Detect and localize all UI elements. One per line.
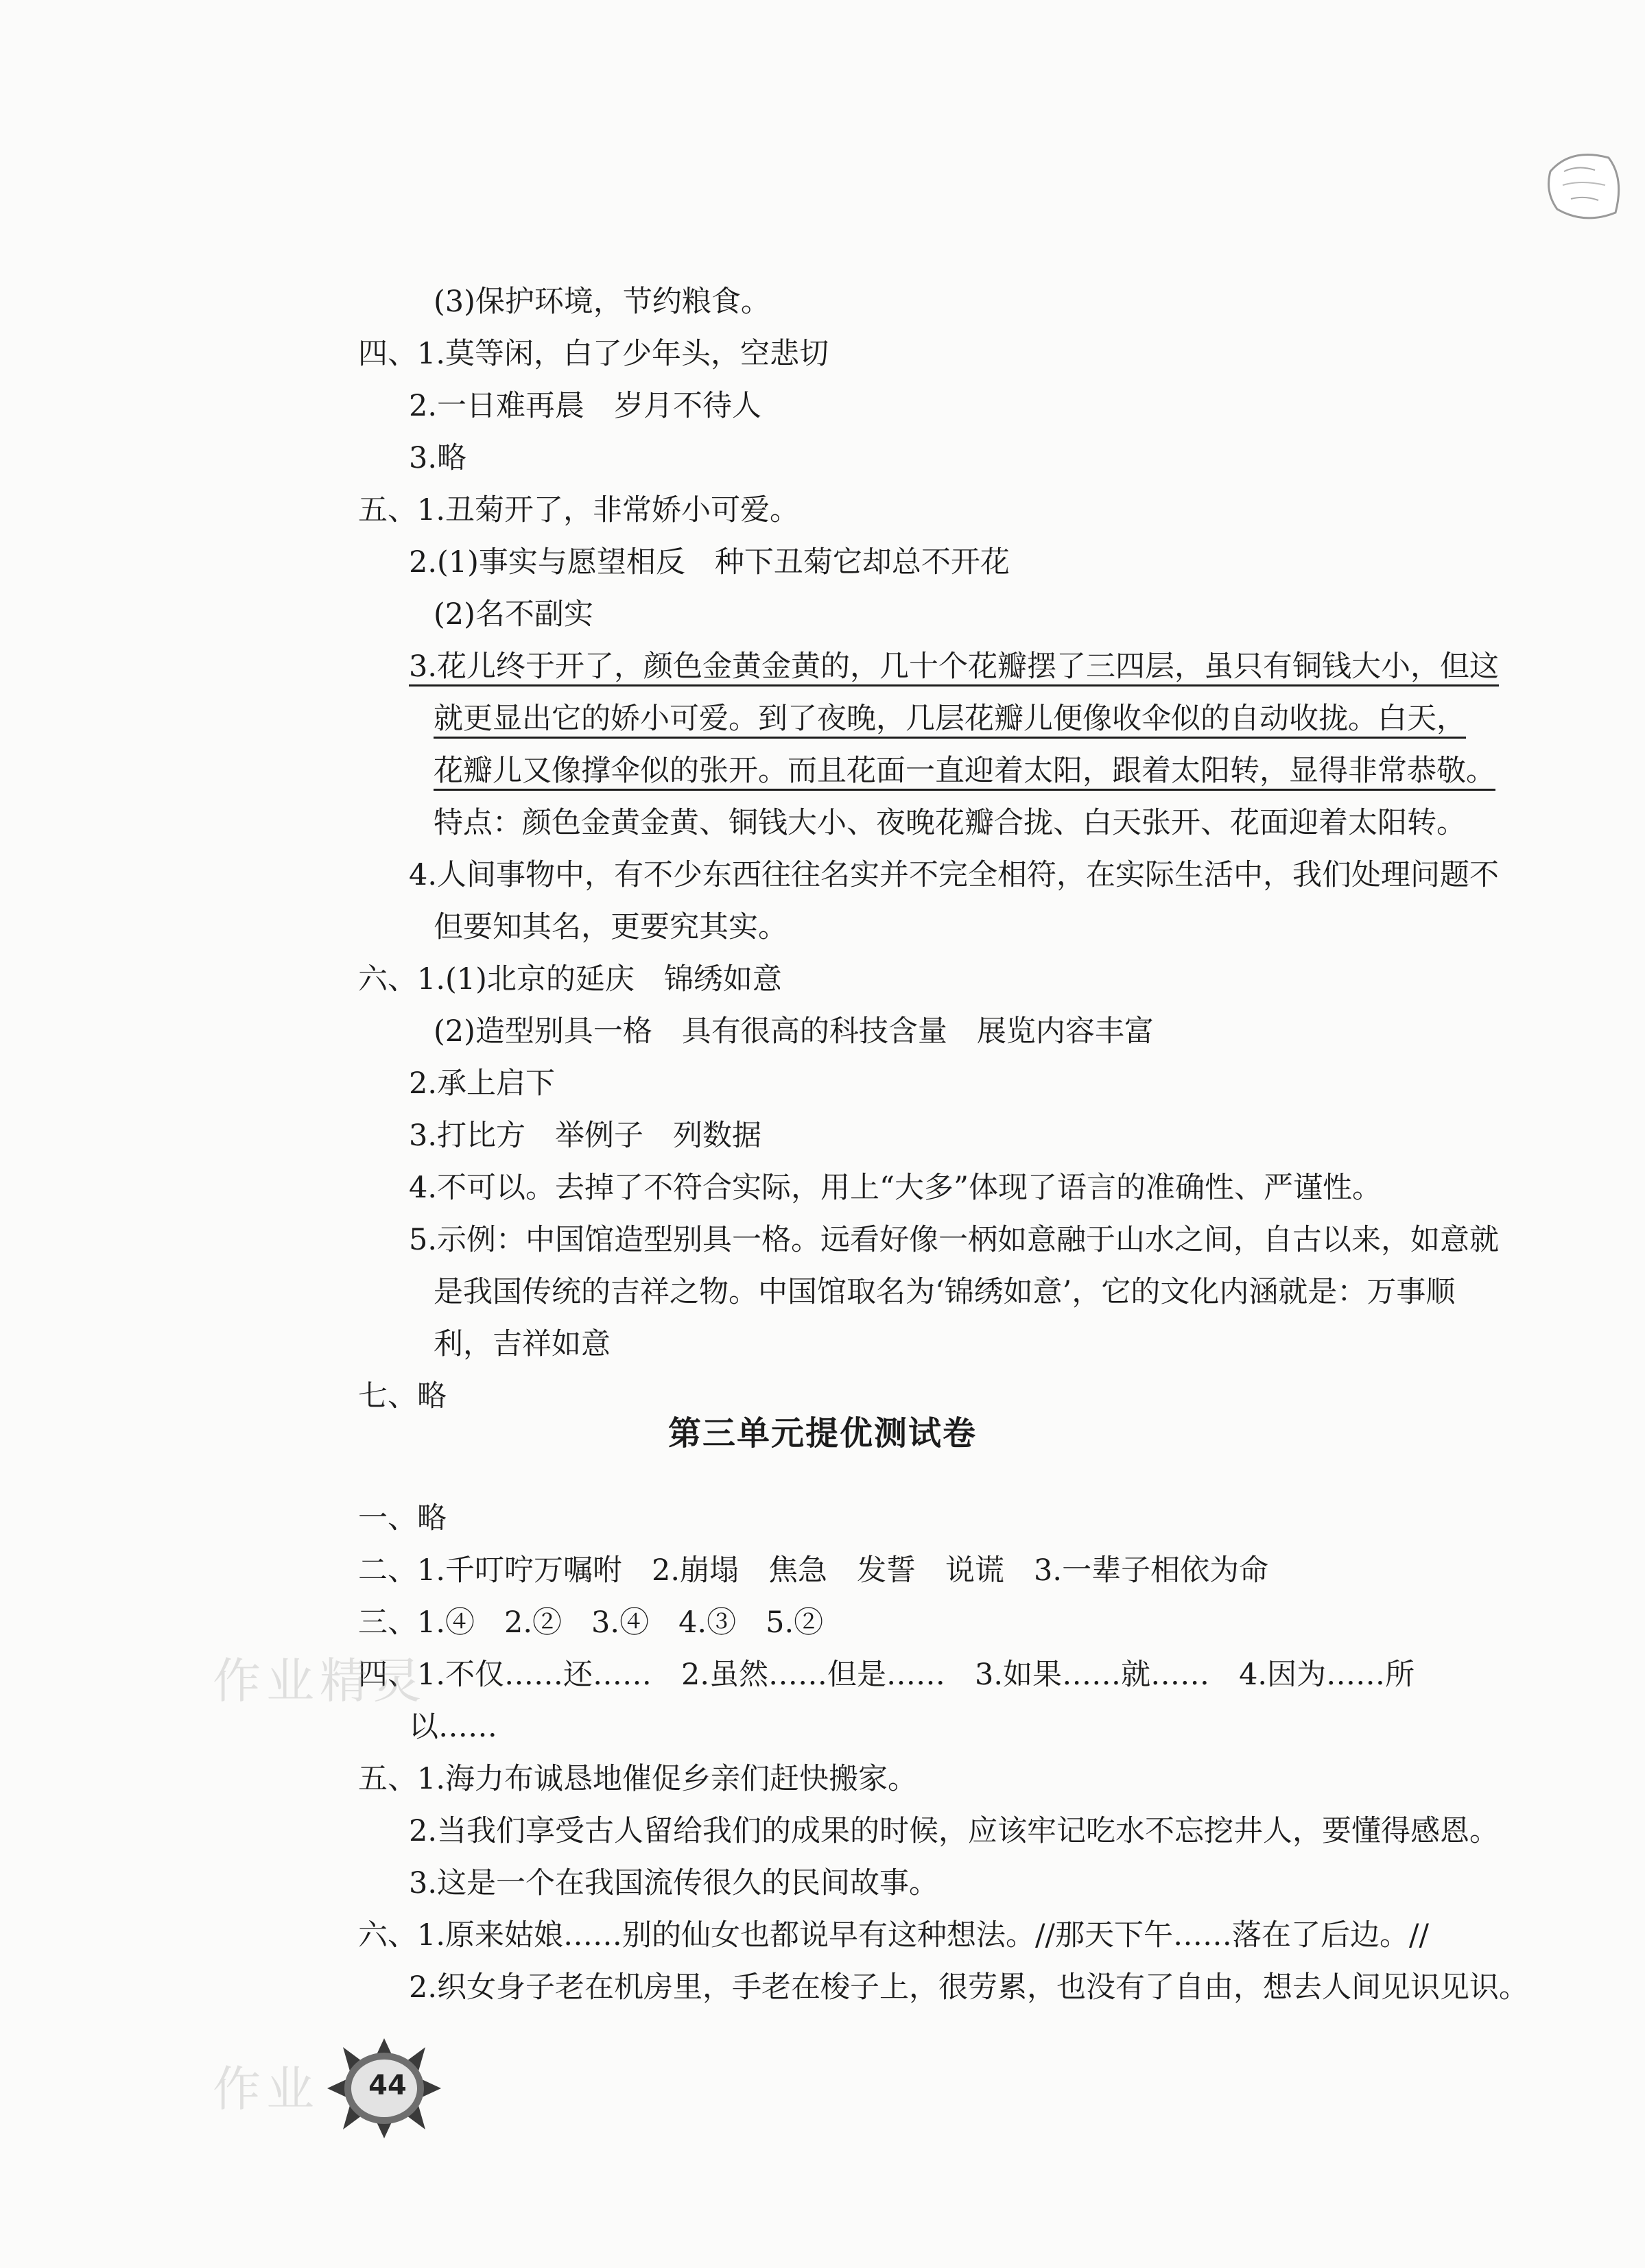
text-line: 五、1.海力布诚恳地催促乡亲们赶快搬家。 (358, 1762, 918, 1796)
text-line: 利，吉祥如意 (434, 1327, 611, 1361)
text-line: 一、略 (358, 1501, 447, 1536)
text-line: 3.这是一个在我国流传很久的民间故事。 (409, 1866, 939, 1900)
text-line: 是我国传统的吉祥之物。中国馆取名为‘锦绣如意’，它的文化内涵就是：万事顺 (434, 1275, 1456, 1309)
text-line: 六、1.(1)北京的延庆 锦绣如意 (358, 962, 782, 996)
section-title: 第三单元提优测试卷 (667, 1414, 977, 1453)
text-line: 3.略 (409, 441, 467, 475)
text-line: 特点：颜色金黄金黄、铜钱大小、夜晚花瓣合拢、白天张开、花面迎着太阳转。 (434, 806, 1466, 840)
text-line: 二、1.千叮咛万嘱咐 2.崩塌 焦急 发誓 说谎 3.一辈子相依为命 (358, 1553, 1269, 1588)
text-line: 四、1.不仅……还…… 2.虽然……但是…… 3.如果……就…… 4.因为……所 (358, 1658, 1415, 1692)
text-line: 2.当我们享受古人留给我们的成果的时候，应该牢记吃水不忘挖井人，要懂得感恩。 (409, 1814, 1500, 1848)
corner-badge-icon (1543, 144, 1626, 226)
page-number: 44 (368, 2070, 407, 2101)
text-line: 三、1.④ 2.② 3.④ 4.③ 5.② (358, 1605, 824, 1640)
text-line: 2.一日难再晨 岁月不待人 (409, 389, 762, 423)
text-line: 3.打比方 举例子 列数据 (409, 1119, 762, 1153)
text-line: (2)造型别具一格 具有很高的科技含量 展览内容丰富 (434, 1014, 1154, 1049)
text-line: 4.人间事物中，有不少东西往往名实并不完全相符，在实际生活中，我们处理问题不 (409, 858, 1500, 892)
underlined-text-line: 3.花儿终于开了，颜色金黄金黄的，几十个花瓣摆了三四层，虽只有铜钱大小，但这 (409, 649, 1500, 684)
text-line: 七、略 (358, 1379, 447, 1413)
text-line: (3)保护环境，节约粮食。 (434, 285, 770, 319)
underlined-text-line: 就更显出它的娇小可爱。到了夜晚，几层花瓣儿便像收伞似的自动收拢。白天， (434, 702, 1466, 736)
text-line: 2.织女身子老在机房里，手老在梭子上，很劳累，也没有了自由，想去人间见识见识。 (409, 1970, 1529, 2005)
text-line: (2)名不副实 (434, 597, 593, 632)
text-line: 以…… (409, 1710, 497, 1744)
underlined-text-line: 花瓣儿又像撑伞似的张开。而且花面一直迎着太阳，跟着太阳转，显得非常恭敬。 (434, 754, 1495, 788)
text-line: 4.不可以。去掉了不符合实际，用上“大多”体现了语言的准确性、严谨性。 (409, 1171, 1382, 1205)
text-line: 五、1.丑菊开了，非常娇小可爱。 (358, 493, 800, 527)
watermark: 作业精灵 (213, 1653, 427, 1709)
text-line: 2.承上启下 (409, 1066, 556, 1101)
text-line: 2.(1)事实与愿望相反 种下丑菊它却总不开花 (409, 545, 1010, 580)
watermark: 作业 (213, 2061, 320, 2117)
text-line: 四、1.莫等闲，白了少年头，空悲切 (358, 337, 829, 371)
text-line: 六、1.原来姑娘……别的仙女也都说早有这种想法。//那天下午……落在了后边。// (358, 1918, 1429, 1953)
text-line: 但要知其名，更要究其实。 (434, 910, 788, 944)
text-line: 5.示例：中国馆造型别具一格。远看好像一柄如意融于山水之间，自古以来，如意就 (409, 1223, 1500, 1257)
